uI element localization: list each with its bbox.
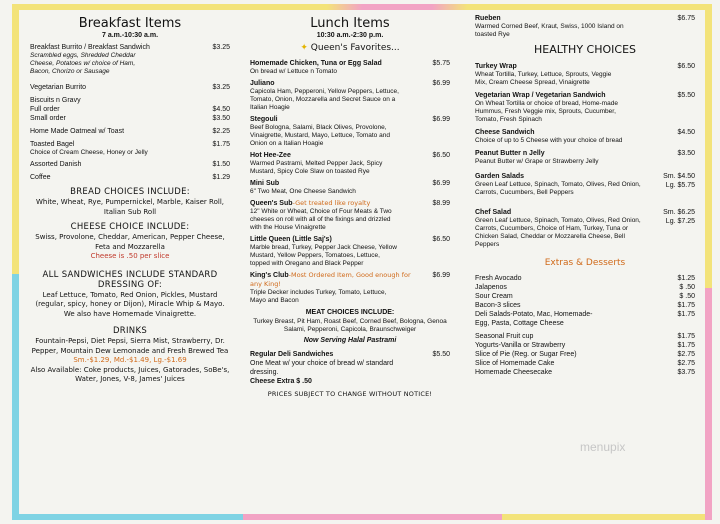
- healthy-title: HEALTHY CHOICES: [533, 43, 637, 56]
- menu-item: [30, 140, 230, 149]
- menu-item: [250, 179, 450, 188]
- item-price: $4.50: [212, 106, 230, 113]
- item-name: Stegouli: [250, 116, 278, 123]
- item-name: Peanut Butter n Jelly: [475, 150, 545, 157]
- bread-heading: BREAD CHOICES INCLUDE:: [70, 187, 190, 197]
- extras-list: [475, 274, 695, 328]
- drinks-also: Also Available: Coke products, Juices, Gatorades, SoBe's, Water, Jones, V-8, James' Juices: [30, 365, 230, 383]
- item-name-wrap: [250, 179, 412, 188]
- item-description: Beef Bologna, Salami, Black Olives, Provolone, Vinaigrette, Mustard, Mayo, Lettuce, Tomato and Onion on a Italian Hoagie: [250, 124, 390, 147]
- item-price: $6.75: [677, 15, 695, 22]
- decorative-border-right: [705, 4, 712, 520]
- item-description: On bread w/ Lettuce n Tomato: [250, 68, 337, 75]
- item-price: [657, 319, 695, 328]
- decorative-border-bottom: [12, 514, 712, 520]
- item-description: Green Leaf Lettuce, Spinach, Tomato, Olives, Red Onion, Carrots, Cucumbers, Choice of Ham, Turkey, Tuna or Chicken Salad, Cheddar or Mozzarella Cheese, Bell Peppers: [475, 217, 641, 248]
- item-price-small: Sm. $6.25: [663, 209, 695, 216]
- item-name: Regular Deli Sandwiches: [250, 351, 334, 358]
- item-price: $2.75: [677, 360, 695, 367]
- lunch-item-list: [250, 59, 450, 305]
- item-name: Garden Salads: [475, 173, 525, 180]
- item-name: Homemade Cheesecake: [475, 369, 553, 376]
- item-price: $4.50: [677, 129, 695, 136]
- item-name: Vegetarian Burrito: [30, 84, 87, 91]
- item-price: $1.29: [212, 174, 230, 181]
- item-price-large: Lg. $5.75: [665, 182, 695, 189]
- item-name: Chef Salad: [475, 209, 512, 216]
- item-name-wrap: [250, 59, 412, 68]
- menu-item: [475, 14, 695, 23]
- item-name: Sour Cream: [475, 293, 513, 300]
- item-price: $5.75: [432, 60, 450, 67]
- decorative-border-left-blue: [12, 274, 19, 520]
- item-name: Homemade Chicken, Tuna or Egg Salad: [250, 60, 382, 67]
- item-description: Capicola Ham, Pepperoni, Yellow Peppers, Lettuce, Tomato, Onion, Mozzarella and Secret Sauce on a Italian Hoagie: [250, 88, 399, 111]
- menu-item: [250, 59, 450, 68]
- breakfast-column: [30, 14, 230, 385]
- item-description: Wheat Tortilla, Turkey, Lettuce, Sprouts, Veggie Mix, Cream Cheese Spread, Vinaigrette: [475, 71, 612, 86]
- halal-note: Now Serving Halal Pastrami: [303, 337, 397, 344]
- item-price: $8.99: [432, 200, 450, 207]
- item-price: $5.50: [432, 351, 450, 358]
- menu-item: [30, 127, 230, 136]
- decorative-border-left-yellow: [12, 4, 19, 274]
- item-description: Warmed Pastrami, Melted Pepper Jack, Spicy Mustard, Spicy Cole Slaw on toasted Rye: [250, 160, 383, 175]
- item-description: One Meat w/ your choice of bread w/ standard dressing.: [250, 360, 394, 376]
- item-price: $3.25: [212, 84, 230, 91]
- price-notice: PRICES SUBJECT TO CHANGE WITHOUT NOTICE!: [267, 390, 433, 398]
- item-price: $6.99: [432, 272, 450, 279]
- item-name: Toasted Bagel: [30, 141, 75, 148]
- item-name: Jalapenos: [475, 284, 507, 291]
- menu-item: [475, 350, 695, 359]
- item-price: $1.75: [212, 141, 230, 148]
- item-description: Triple Decker includes Turkey, Tomato, Lettuce, Mayo and Bacon: [250, 289, 387, 304]
- item-price: $6.50: [432, 236, 450, 243]
- item-price: $3.50: [677, 150, 695, 157]
- menu-item: [475, 301, 695, 310]
- standard-heading: ALL SANDWICHES INCLUDE STANDARD DRESSING OF:: [42, 269, 218, 290]
- item-tagline: -Get treated like royalty: [292, 199, 371, 207]
- item-price: $6.50: [432, 152, 450, 159]
- menu-item: [475, 128, 695, 137]
- item-price: $3.50: [212, 115, 230, 122]
- breakfast-hours: 7 a.m.-10:30 a.m.: [101, 32, 159, 39]
- item-name: Small order: [30, 115, 66, 122]
- favorites-title: [250, 43, 450, 53]
- item-price: $1.75: [677, 311, 695, 318]
- item-description: Green Leaf Lettuce, Spinach, Tomato, Olives, Red Onion, Carrots, Cucumbers, Bell Peppers: [475, 181, 641, 196]
- item-name: Egg, Pasta, Cottage Cheese: [475, 320, 564, 327]
- item-price: $6.99: [432, 80, 450, 87]
- item-name: King's Club: [250, 272, 289, 279]
- item-name: Deli Salads-Potato, Mac, Homemade-: [475, 311, 593, 318]
- menu-item: [475, 319, 695, 328]
- item-name: Coffee: [30, 174, 51, 181]
- healthy-item-list: [475, 62, 695, 166]
- item-name: Full order: [30, 106, 60, 113]
- item-name: Seasonal Fruit cup: [475, 333, 534, 340]
- item-name: Biscuits n Gravy: [30, 97, 81, 104]
- item-price: $1.75: [677, 342, 695, 349]
- item-price: $ .50: [679, 293, 695, 300]
- item-price: $3.75: [677, 369, 695, 376]
- item-name: Juliano: [250, 80, 275, 87]
- item-price: $3.25: [212, 44, 230, 51]
- menu-item: [30, 96, 230, 105]
- item-price: $1.50: [212, 161, 230, 168]
- meat-heading: MEAT CHOICES INCLUDE:: [305, 309, 395, 316]
- item-price-large: Lg. $7.25: [665, 218, 695, 225]
- standard-text: Leaf Lettuce, Tomato, Red Onion, Pickles, Mustard (regular, spicy, honey or Dijon), Miracle Whip & Mayo. We also have Homemade Vinaigrette.: [35, 290, 225, 318]
- item-name-wrap: [250, 271, 412, 289]
- watermark: menupix: [580, 440, 626, 454]
- cheese-heading: CHEESE CHOICE INCLUDE:: [70, 222, 190, 232]
- item-price: $2.25: [212, 128, 230, 135]
- item-name-wrap: [250, 151, 412, 160]
- item-name: Vegetarian Wrap / Vegetarian Sandwich: [475, 92, 606, 99]
- item-name: Hot Hee-Zee: [250, 152, 291, 159]
- cheese-text: Swiss, Provolone, Cheddar, American, Pepper Cheese, Feta and Mozzarella: [35, 233, 225, 251]
- menu-item: [30, 43, 230, 52]
- item-price: $1.75: [677, 333, 695, 340]
- menu-item-price-row: [475, 181, 695, 200]
- item-name: Fresh Avocado: [475, 275, 522, 282]
- item-description: Choice of up to 5 Cheese with your choice of bread: [475, 137, 623, 144]
- star-icon: ✦: [300, 43, 308, 53]
- item-name: Little Queen (Little Saj's): [250, 236, 332, 243]
- item-name: Mini Sub: [250, 180, 280, 187]
- menu-item: [30, 173, 230, 182]
- item-name-wrap: [250, 79, 412, 88]
- item-price: $2.75: [677, 351, 695, 358]
- menu-item: [250, 199, 450, 208]
- item-name: Queen's Sub: [250, 200, 293, 207]
- menu-item: [30, 105, 230, 114]
- item-name: Bacon-3 slices: [475, 302, 521, 309]
- menu-item: [475, 283, 695, 292]
- item-name: Cheese Sandwich: [475, 129, 535, 136]
- lunch-title: Lunch Items: [310, 16, 390, 31]
- menu-item: [475, 310, 695, 319]
- lunch-hours: 10:30 a.m.-2:30 p.m.: [316, 32, 384, 39]
- healthy-column: [475, 14, 695, 377]
- menu-item: [250, 235, 450, 244]
- decorative-border-top: [12, 4, 712, 10]
- breakfast-title: Breakfast Items: [78, 16, 182, 31]
- item-description: 6" Two Meat, One Cheese Sandwich: [250, 188, 356, 195]
- item-description: Scrambled eggs, Shredded Cheddar Cheese, Potatoes w/ choice of Ham, Bacon, Chorizo or Sausage: [30, 52, 136, 75]
- menu-item: [30, 114, 230, 123]
- item-description: Warmed Corned Beef, Kraut, Swiss, 1000 Island on toasted Rye: [475, 23, 624, 38]
- item-description: Marble bread, Turkey, Pepper Jack Cheese, Yellow Mustard, Yellow Peppers, Tomatoes, Lettuce, topped with Oregano and Black Pepper: [250, 244, 397, 267]
- menu-item: [475, 172, 695, 181]
- item-price-small: Sm. $4.50: [663, 173, 695, 180]
- menu-item: [30, 160, 230, 169]
- menu-item: [250, 350, 450, 359]
- item-description: Peanut Butter w/ Grape or Strawberry Jelly: [475, 158, 599, 165]
- item-price: $ .50: [679, 284, 695, 291]
- item-description: Choice of Cream Cheese, Honey or Jelly: [30, 149, 148, 156]
- bread-text: White, Wheat, Rye, Pumpernickel, Marble, Kaiser Roll, Italian Sub Roll: [36, 198, 224, 216]
- menu-item: [250, 115, 450, 124]
- item-description: On Wheat Tortilla or choice of bread, Home-made Hummus, Fresh Veggie mix, Sprouts, Cucumber, Tomato, Fresh Spinach: [475, 100, 618, 123]
- item-name: Home Made Oatmeal w/ Toast: [30, 128, 125, 135]
- item-name: Slice of Homemade Cake: [475, 360, 555, 367]
- menu-item: [250, 79, 450, 88]
- item-price: $1.75: [677, 302, 695, 309]
- drinks-sizes: Sm.-$1.29, Md.-$1.49, Lg.-$1.69: [73, 356, 187, 364]
- desserts-list: [475, 332, 695, 377]
- menu-item: [475, 62, 695, 71]
- item-name-wrap: [250, 115, 412, 124]
- menu-item: [475, 149, 695, 158]
- menu-item-price-row: [475, 217, 695, 252]
- item-price: $6.50: [677, 63, 695, 70]
- meat-text: Turkey Breast, Pit Ham, Roast Beef, Corned Beef, Bologna, Genoa Salami, Pepperoni, Capicola, Braunschweiger: [253, 318, 447, 333]
- item-price: $1.25: [677, 275, 695, 282]
- menu-item: [475, 332, 695, 341]
- item-price: $6.99: [432, 116, 450, 123]
- menu-item: [475, 368, 695, 377]
- drinks-text: Fountain-Pepsi, Diet Pepsi, Sierra Mist, Strawberry, Dr. Pepper, Mountain Dew Lemonade and Fresh Brewed Tea: [31, 337, 229, 355]
- item-name: Slice of Pie (Reg. or Sugar Free): [475, 351, 577, 358]
- item-tagline: -Most Ordered Item, Good enough for any King!: [250, 271, 411, 288]
- favorites-title-text: Queen's Favorites...: [310, 43, 400, 53]
- item-name: Turkey Wrap: [475, 63, 517, 70]
- menu-item: [475, 341, 695, 350]
- item-price: $5.50: [677, 92, 695, 99]
- item-price: $6.99: [432, 180, 450, 187]
- menu-item: [250, 271, 450, 289]
- item-name: Rueben: [475, 15, 501, 22]
- menu-item: [250, 151, 450, 160]
- item-name-wrap: [250, 235, 412, 244]
- menu-item: [475, 359, 695, 368]
- menu-item: [475, 208, 695, 217]
- menu-item: [475, 274, 695, 283]
- menu-item: [475, 91, 695, 100]
- item-name: Breakfast Burrito / Breakfast Sandwich: [30, 44, 150, 51]
- drinks-heading: DRINKS: [112, 326, 148, 336]
- extras-title: Extras & Desserts: [544, 258, 626, 268]
- item-name: Assorted Danish: [30, 161, 82, 168]
- item-name: Yogurts-Vanilla or Strawberry: [475, 342, 566, 349]
- item-name-wrap: [250, 199, 412, 208]
- menu-item: [475, 292, 695, 301]
- item-description: 12" White or Wheat, Choice of Four Meats & Two cheeses on roll with all of the fixings and drizzled with the House Vinaigrette: [250, 208, 392, 231]
- menu-item: [30, 83, 230, 92]
- lunch-column: [250, 14, 450, 398]
- cheese-note: Cheese is .50 per slice: [90, 252, 170, 260]
- cheese-extra: Cheese Extra $ .50: [250, 378, 312, 385]
